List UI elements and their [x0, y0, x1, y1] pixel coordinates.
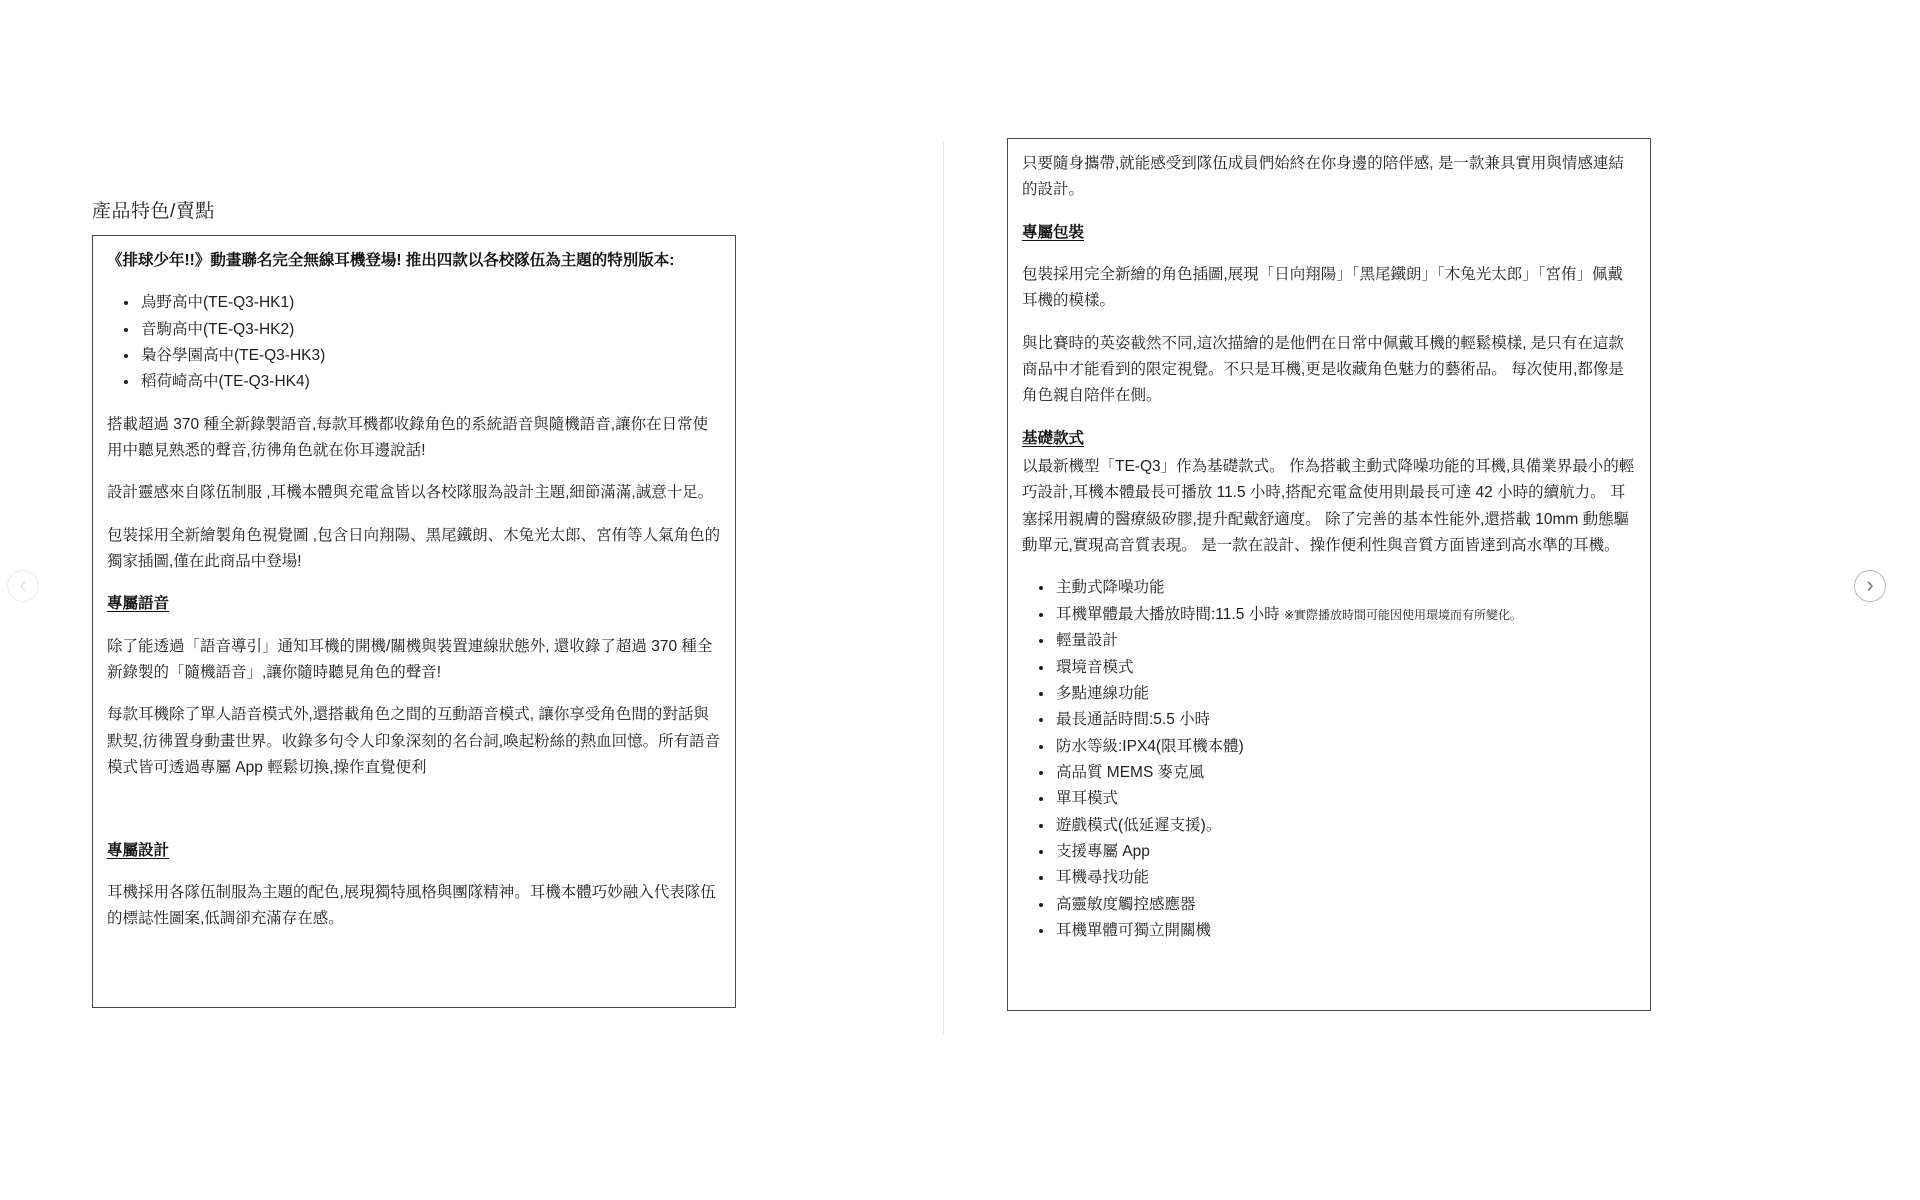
paragraph: 與比賽時的英姿截然不同,這次描繪的是他們在日常中佩戴耳機的輕鬆模樣, 是只有在這款商品中才能看到的限定視覺。不只是耳機,更是收藏角色魅力的藝術品。 每次使用,都像是角色親自陪伴在側。: [1022, 334, 1624, 405]
paragraph: 設計靈感來自隊伍制服 ,耳機本體與充電盒皆以各校隊服為設計主題,細節滿滿,誠意十足。: [107, 484, 714, 502]
section-heading: 專屬語音: [107, 595, 170, 613]
paragraph: 包裝採用完全新繪的角色插圖,展現「日向翔陽」「黑尾鐵朗」「木兔光太郎」「宮侑」佩戴耳機的模樣。: [1022, 266, 1624, 310]
list-item: [1054, 786, 1636, 812]
list-item: [139, 317, 721, 343]
list-item-text: 烏野高中(TE-Q3-HK1): [141, 294, 295, 312]
list-item-text: 耳機單體可獨立開關機: [1056, 921, 1212, 939]
list-item: [1054, 918, 1636, 944]
list-item: [1054, 707, 1636, 733]
list-item-text: 梟谷學園高中(TE-Q3-HK3): [141, 347, 326, 365]
list-item-text: 多點連線功能: [1056, 684, 1150, 702]
list-item-text: 輕量設計: [1056, 632, 1119, 650]
list-item-text: 遊戲模式(低延遲支援)。: [1056, 816, 1222, 834]
paragraph: 《排球少年!!》動畫聯名完全無線耳機登場! 推出四款以各校隊伍為主題的特別版本:: [107, 252, 675, 269]
list-item-text: 環境音模式: [1056, 658, 1134, 676]
list-item-text: 防水等級:IPX4(限耳機本體): [1056, 737, 1244, 755]
list-item: [1054, 892, 1636, 918]
section-heading: 專屬設計: [107, 841, 170, 859]
page-divider: [943, 141, 944, 1035]
list-item-text: 耳機尋找功能: [1056, 869, 1150, 887]
paragraph: 除了能透過「語音導引」通知耳機的開機/關機與裝置連線狀態外, 還收錄了超過 370 種全新錄製的「隨機語音」,讓你隨時聽見角色的聲音!: [107, 637, 713, 682]
list-item: [1054, 575, 1636, 601]
list-item-text: 音駒高中(TE-Q3-HK2): [141, 320, 295, 338]
list-item: [1054, 734, 1636, 760]
list-item: [1054, 602, 1636, 628]
paragraph: 每款耳機除了單人語音模式外,還搭載角色之間的互動語音模式, 讓你享受角色間的對話與默契,彷彿置身動畫世界。收錄多句令人印象深刻的名台詞,喚起粉絲的熱血回憶。所有語音模式皆可透過專屬 App 輕鬆切換,操作直覺便利: [107, 706, 721, 777]
list-item: [1054, 628, 1636, 654]
list-item: [1054, 813, 1636, 839]
list-item-text: 單耳模式: [1056, 790, 1119, 808]
chevron-left-icon: ‹: [19, 571, 27, 597]
paragraph: 以最新機型「TE-Q3」作為基礎款式。 作為搭載主動式降噪功能的耳機,具備業界最小的輕巧設計,耳機本體最長可播放 11.5 小時,搭配充電盒使用則最長可達 42 小時的續航力。 耳塞採用親膚的醫療級矽膠,提升配戴舒適度。 除了完善的基本性能外,還搭載 10mm 動態驅動單元,實現高音質表現。 是一款在設計、操作便利性與音質方面皆達到高水準的耳機。: [1022, 458, 1635, 555]
list-item-note: ※實際播放時間可能因使用環境而有所變化。: [1283, 607, 1522, 622]
section-heading: 專屬包裝: [1022, 223, 1085, 241]
feature-box-left-page: [92, 235, 736, 1008]
list-item-text: 稻荷崎高中(TE-Q3-HK4): [141, 373, 310, 391]
list-item-text: 主動式降噪功能: [1056, 579, 1165, 597]
list-item-text: 支援專屬 App: [1056, 842, 1150, 860]
paragraph: 包裝採用全新繪製角色視覺圖 ,包含日向翔陽、黑尾鐵朗、木兔光太郎、宮侑等人氣角色的獨家插圖,僅在此商品中登場!: [107, 526, 721, 571]
list-item: [1054, 865, 1636, 891]
list-item: [139, 369, 721, 395]
list-item-text: 高品質 MEMS 麥克風: [1056, 763, 1205, 781]
list-item: [139, 343, 721, 369]
paragraph: 耳機採用各隊伍制服為主題的配色,展現獨特風格與團隊精神。耳機本體巧妙融入代表隊伍的標誌性圖案,低調卻充滿存在感。: [107, 883, 716, 928]
page-title: 產品特色/賣點: [92, 201, 215, 222]
list-item: [139, 290, 721, 316]
paragraph: 搭載超過 370 種全新錄製語音,每款耳機都收錄角色的系統語音與隨機語音,讓你在日常使用中聽見熟悉的聲音,彷彿角色就在你耳邊說話!: [107, 415, 709, 460]
list-item-text: 最長通話時間:5.5 小時: [1056, 711, 1211, 729]
bullet-list: [107, 290, 721, 395]
list-item-text: 高靈敏度觸控感應器: [1056, 895, 1196, 913]
bullet-list: [1022, 575, 1636, 944]
chevron-right-icon: ›: [1866, 571, 1874, 597]
previous-page-button[interactable]: [7, 570, 39, 602]
next-page-button[interactable]: [1854, 570, 1886, 602]
list-item: [1054, 760, 1636, 786]
section-heading: 基礎款式: [1022, 429, 1085, 447]
list-item-text: 耳機單體最大播放時間:11.5 小時: [1056, 605, 1284, 623]
list-item: [1054, 681, 1636, 707]
feature-box-right-page: [1007, 138, 1651, 1011]
list-item: [1054, 655, 1636, 681]
list-item: [1054, 839, 1636, 865]
paragraph: 只要隨身攜帶,就能感受到隊伍成員們始終在你身邊的陪伴感, 是一款兼具實用與情感連結的設計。: [1022, 155, 1624, 199]
